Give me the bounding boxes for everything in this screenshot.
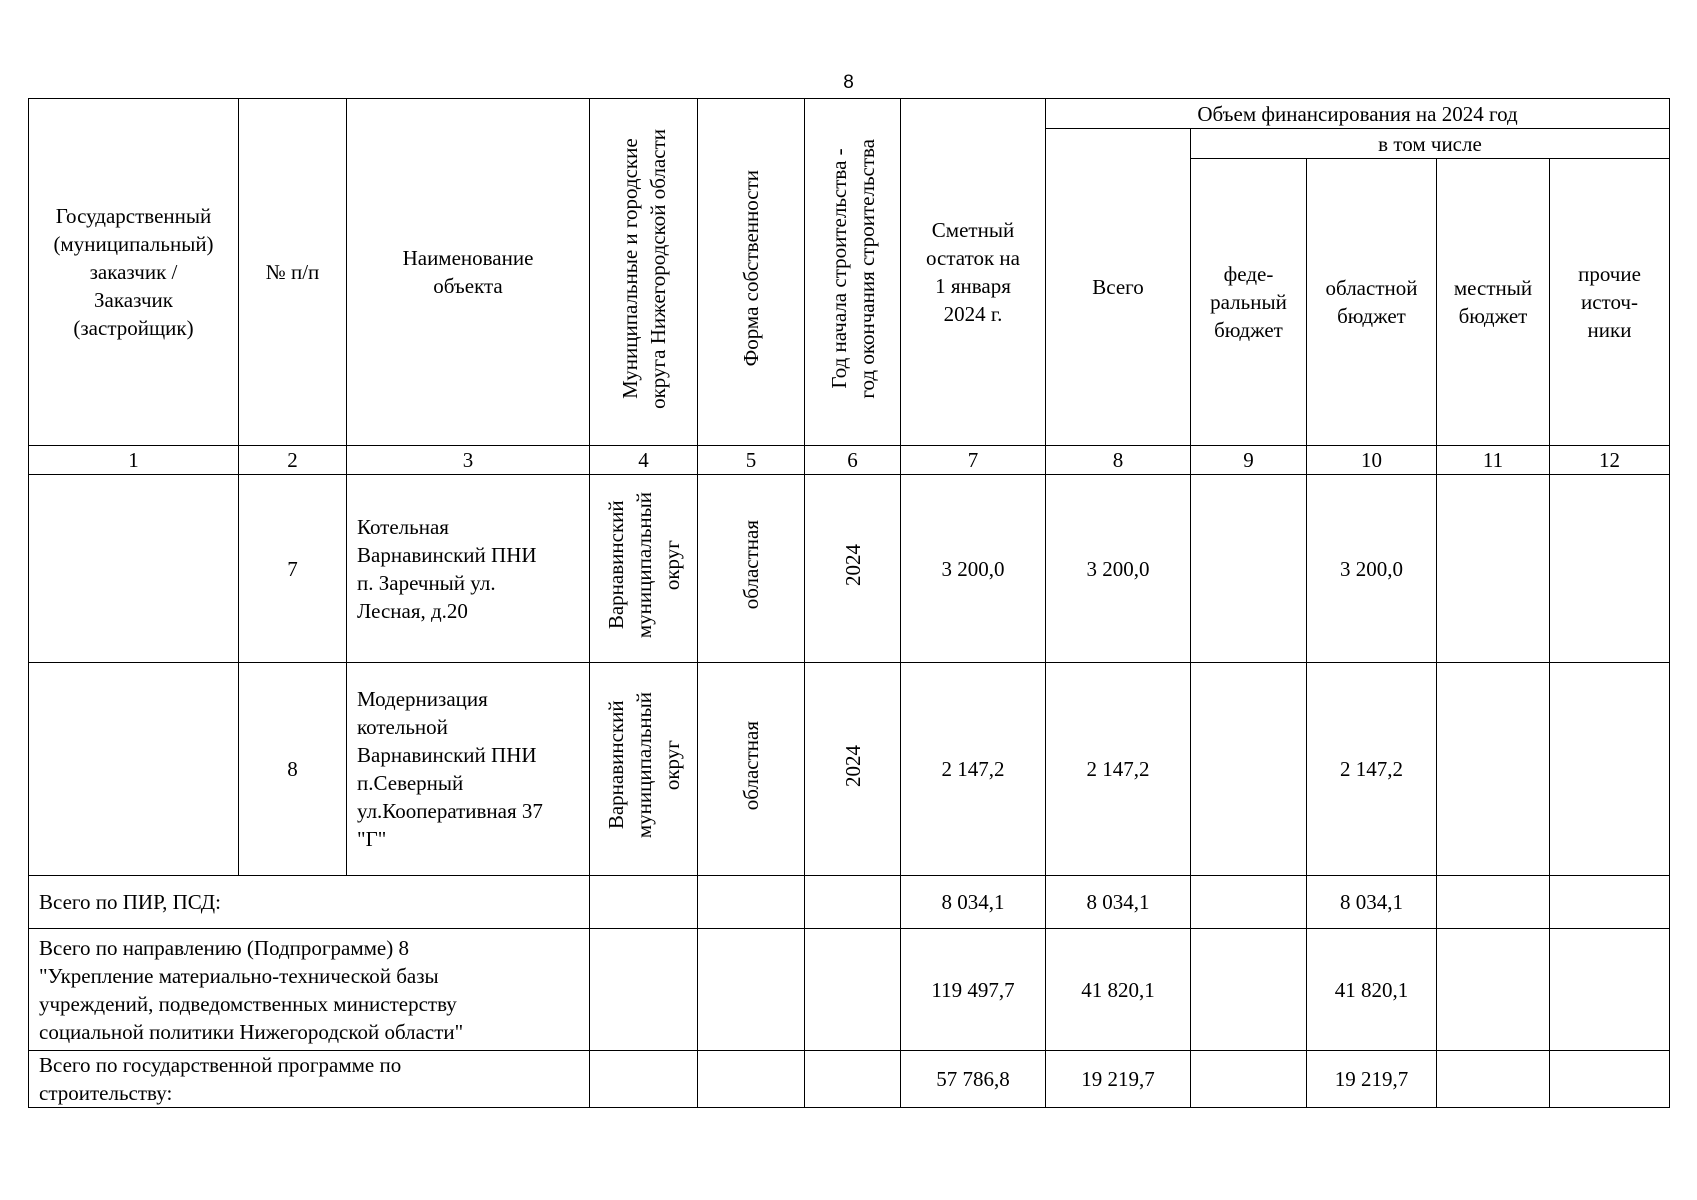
total-empty [698,876,805,929]
column-number: 2 [239,446,347,475]
header-regional: областной бюджет [1307,159,1437,446]
total-regional: 41 820,1 [1307,929,1437,1051]
row-estimate-balance: 2 147,2 [901,663,1046,876]
total-estimate-balance: 119 497,7 [901,929,1046,1051]
row-customer [29,475,239,663]
header-ownership [698,99,805,446]
total-empty [590,1051,698,1108]
total-regional: 19 219,7 [1307,1051,1437,1108]
column-number: 11 [1437,446,1550,475]
row-municipality-text: Варнавинский муниципальный округ [603,692,684,839]
row-object-name: Котельная Варнавинский ПНИ п. Заречный ул. Лесная, д.20 [347,475,590,663]
column-number: 5 [698,446,805,475]
row-federal [1191,475,1307,663]
total-empty [805,876,901,929]
row-total: 2 147,2 [1046,663,1191,876]
total-federal [1191,929,1307,1051]
total-total: 8 034,1 [1046,876,1191,929]
row-years-text: 2024 [840,544,865,586]
row-municipality [590,475,698,663]
total-other [1550,929,1670,1051]
total-empty [698,1051,805,1108]
header-years [805,99,901,446]
row-estimate-balance: 3 200,0 [901,475,1046,663]
column-number: 7 [901,446,1046,475]
total-empty [805,1051,901,1108]
financing-table [28,98,1670,1108]
total-row [29,876,1670,929]
header-ownership-text: Форма собственности [739,170,763,367]
total-row [29,1051,1670,1108]
header-municipality [590,99,698,446]
total-estimate-balance: 8 034,1 [901,876,1046,929]
header-number: № п/п [239,99,347,446]
row-regional: 3 200,0 [1307,475,1437,663]
header-municipality-text: Муниципальные и городские округа Нижегородской области [617,128,670,409]
total-local [1437,876,1550,929]
column-numbers-row [29,446,1670,475]
total-total: 41 820,1 [1046,929,1191,1051]
row-years-text: 2024 [840,744,865,787]
column-number: 3 [347,446,590,475]
column-number: 4 [590,446,698,475]
header-row [29,99,1670,129]
total-other [1550,1051,1670,1108]
header-object-name: Наименование объекта [347,99,590,446]
total-label: Всего по направлению (Подпрограмме) 8 "Укрепление материально-технической базы учреждений, подведомственных министерству социальной политики Нижегородской области" [29,929,590,1051]
column-number: 8 [1046,446,1191,475]
header-years-text: Год начала строительства - год окончания строительства [826,138,879,399]
total-label: Всего по государственной программе по строительству: [29,1051,590,1108]
total-empty [590,929,698,1051]
column-number: 10 [1307,446,1437,475]
row-years [805,663,901,876]
total-other [1550,876,1670,929]
column-number: 1 [29,446,239,475]
header-funding-volume: Объем финансирования на 2024 год [1046,99,1670,129]
row-total: 3 200,0 [1046,475,1191,663]
row-local [1437,663,1550,876]
column-number: 12 [1550,446,1670,475]
table-row [29,475,1670,663]
header-estimate-balance: Сметный остаток на 1 января 2024 г. [901,99,1046,446]
header-federal: феде- ральный бюджет [1191,159,1307,446]
page-number: 8 [843,72,854,93]
header-total: Всего [1046,129,1191,446]
row-ownership-text: областная [739,720,763,811]
row-municipality [590,663,698,876]
column-number: 9 [1191,446,1307,475]
total-local [1437,929,1550,1051]
row-customer [29,663,239,876]
total-empty [805,929,901,1051]
row-years [805,475,901,663]
total-regional: 8 034,1 [1307,876,1437,929]
total-federal [1191,1051,1307,1108]
header-other: прочие источ- ники [1550,159,1670,446]
column-number: 6 [805,446,901,475]
total-estimate-balance: 57 786,8 [901,1051,1046,1108]
row-object-name: Модернизация котельной Варнавинский ПНИ п.Северный ул.Кооперативная 37 "Г" [347,663,590,876]
row-ownership-text: областная [739,520,763,610]
table-row [29,663,1670,876]
total-federal [1191,876,1307,929]
row-municipality-text: Варнавинский муниципальный округ [603,491,684,639]
header-including: в том числе [1191,129,1670,159]
header-customer: Государственный (муниципальный) заказчик / Заказчик (застройщик) [29,99,239,446]
total-row [29,929,1670,1051]
total-total: 19 219,7 [1046,1051,1191,1108]
total-label: Всего по ПИР, ПСД: [29,876,590,929]
row-regional: 2 147,2 [1307,663,1437,876]
header-local: местный бюджет [1437,159,1550,446]
row-ownership [698,475,805,663]
row-ownership [698,663,805,876]
row-number: 8 [239,663,347,876]
total-empty [698,929,805,1051]
row-federal [1191,663,1307,876]
row-other [1550,475,1670,663]
row-number: 7 [239,475,347,663]
row-local [1437,475,1550,663]
total-local [1437,1051,1550,1108]
total-empty [590,876,698,929]
row-other [1550,663,1670,876]
